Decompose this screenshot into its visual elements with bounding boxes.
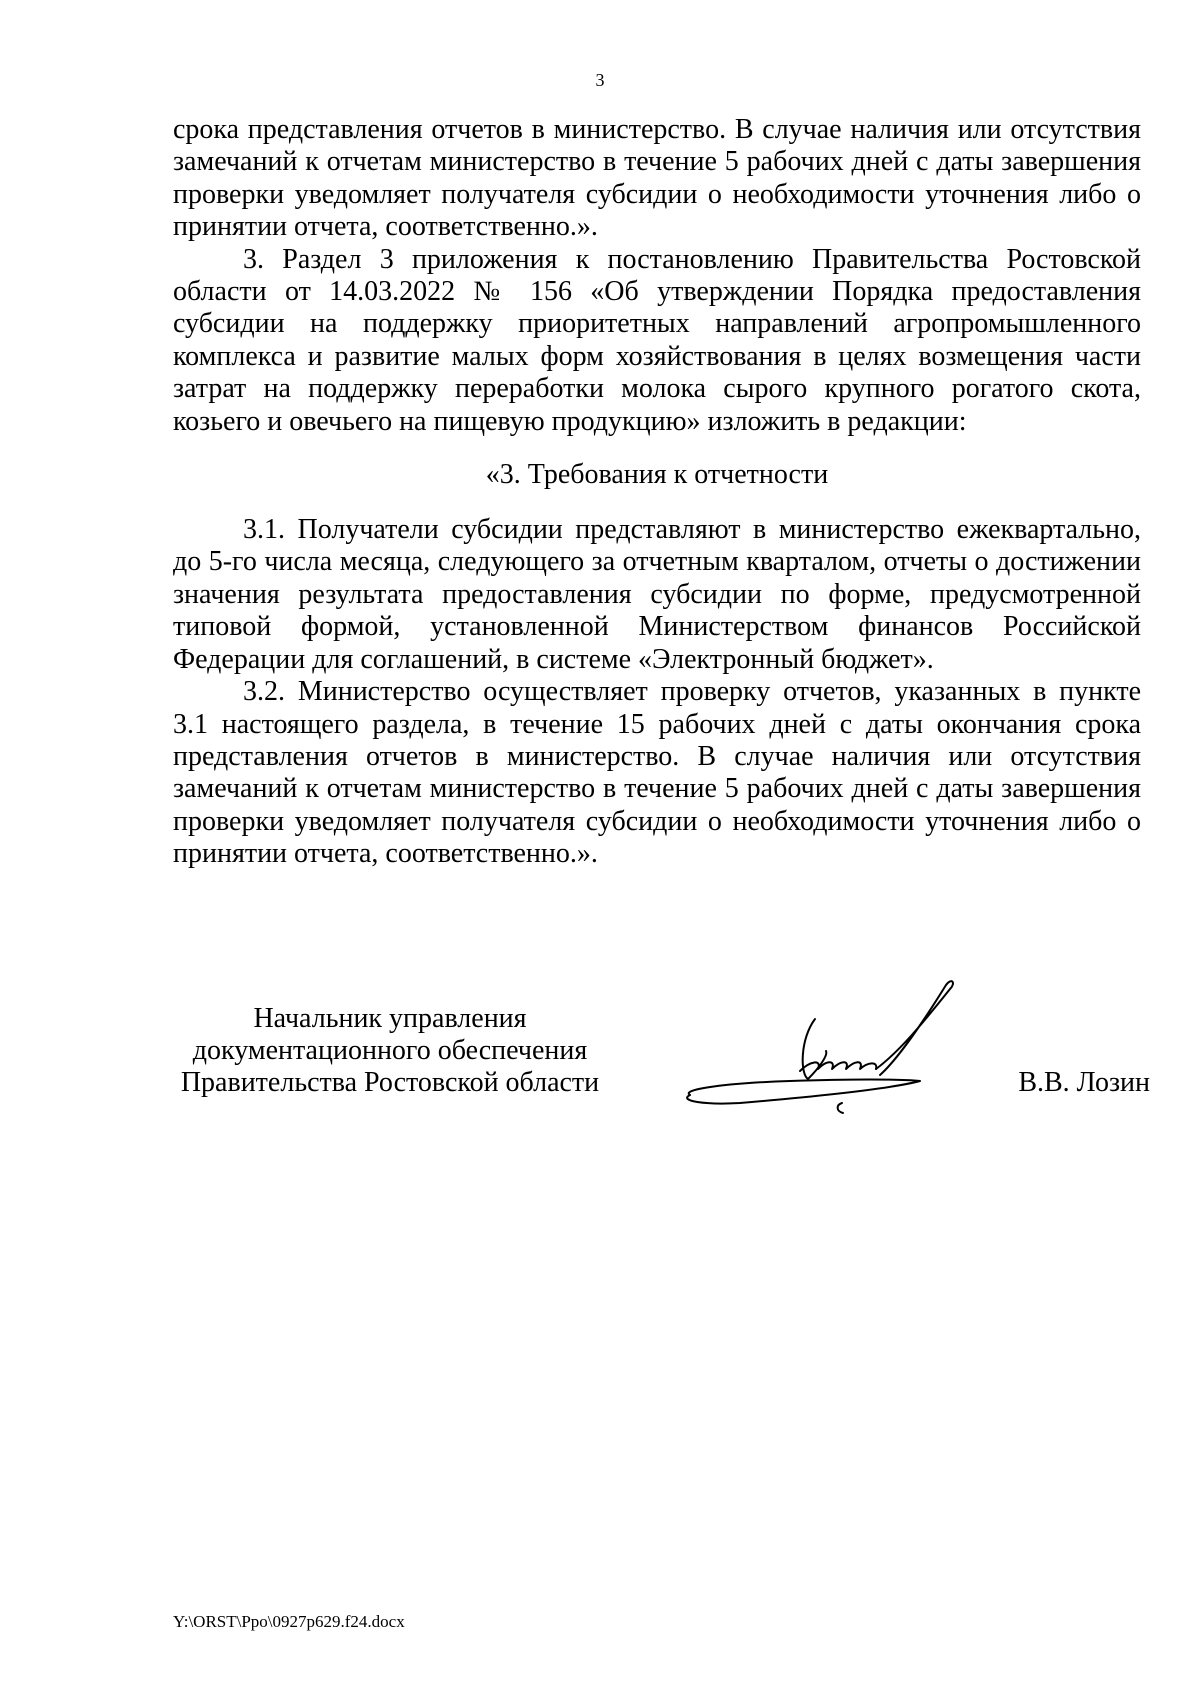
signer-title-line: документационного обеспечения	[192, 1035, 588, 1066]
signature-flourish-stroke	[876, 981, 953, 1075]
signature-loops-stroke	[800, 1062, 876, 1071]
document-body	[173, 114, 1141, 871]
paragraph-item-3-2: 3.2. Министерство осуществляет проверку отчетов, указанных в пункте 3.1 настоящего раздела, в течение 15 рабочих дней с даты окончания срока представления отчетов в министерство. В случае наличия или отсутствия замечаний к отчетам министерство в течение 5 рабочих дней с даты завершения проверки уведомляет получателя субсидии о необходимости уточнения либо о принятии отчета, соответственно.».	[173, 676, 1141, 870]
signer-title-line: Начальник управления	[253, 1003, 527, 1034]
handwritten-signature	[650, 979, 970, 1129]
file-path: Y:\ORST\Ppo\0927p629.f24.docx	[173, 1612, 405, 1631]
signature-main-stroke	[803, 1019, 827, 1079]
page-number: 3	[595, 70, 605, 90]
signer-title	[170, 1003, 610, 1099]
signer-title-line: Правительства Ростовской области	[180, 1067, 600, 1098]
signature-block	[170, 1003, 1150, 1143]
paragraph-item-3: 3. Раздел 3 приложения к постановлению Правительства Ростовской области от 14.03.2022 № 156 «Об утверждении Порядка предоставления субсидии на поддержку приоритетных направлений агропромышленного комплекса и развитие малых форм хозяйствования в целях возмещения части затрат на поддержку переработки молока сырого крупного рогатого скота, козьего и овечьего на пищевую продукцию» изложить в редакции:	[173, 243, 1141, 437]
signer-name: В.В. Лозин	[1018, 1067, 1150, 1098]
section-heading: «3. Требования к отчетности	[485, 459, 829, 491]
signature-tick-stroke	[838, 1103, 843, 1113]
signature-underline-stroke	[687, 1080, 920, 1104]
paragraph-continuation: срока представления отчетов в министерство. В случае наличия или отсутствия замечаний к отчетам министерство в течение 5 рабочих дней с даты завершения проверки уведомляет получателя субсидии о необходимости уточнения либо о принятии отчета, соответственно.».	[173, 114, 1141, 243]
paragraph-item-3-1: 3.1. Получатели субсидии представляют в министерство ежеквартально, до 5-го числа месяца, следующего за отчетным кварталом, отчеты о достижении значения результата предоставления субсидии по форме, предусмотренной типовой формой, установленной Министерством финансов Российской Федерации для соглашений, в системе «Электронный бюджет».	[173, 514, 1141, 675]
